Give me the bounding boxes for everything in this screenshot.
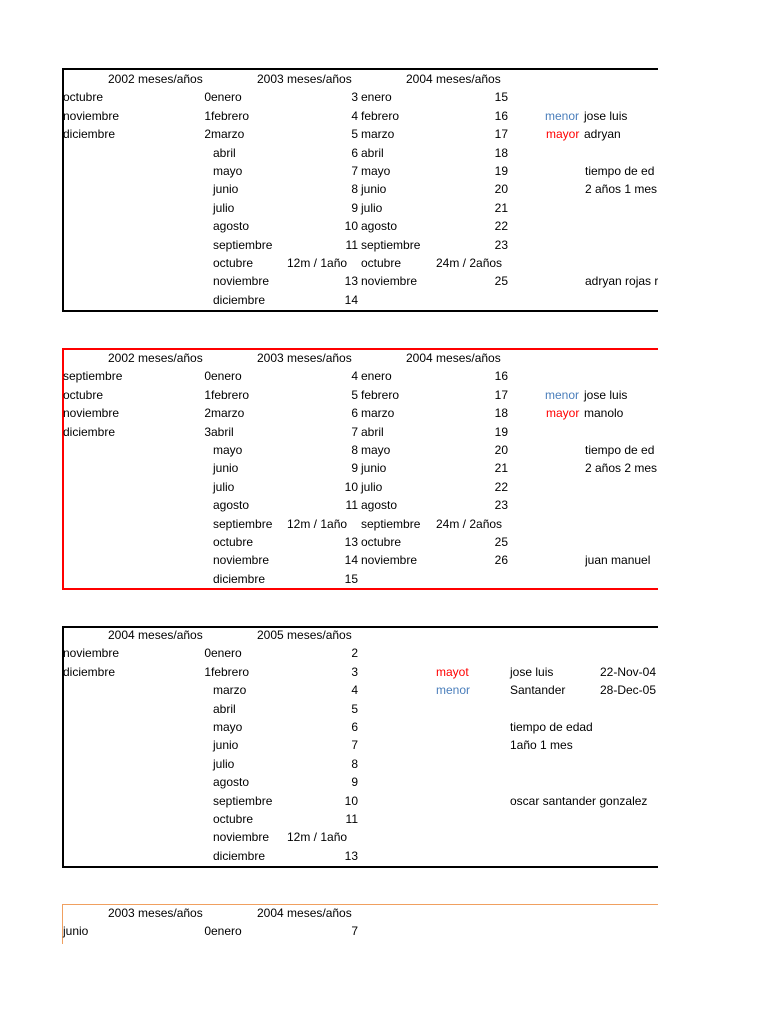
- tiempo-label: tiempo de edad: [510, 720, 593, 734]
- month-cell: diciembre: [213, 848, 266, 863]
- month-count: 15: [494, 90, 508, 105]
- column-header: 2003 meses/años: [108, 906, 203, 920]
- month-count: 4: [351, 369, 358, 384]
- month-cell: enero: [211, 646, 242, 661]
- column-header: 2003 meses/años: [257, 351, 352, 365]
- month-cell: noviembre: [63, 108, 120, 123]
- month-count: 21: [494, 461, 508, 476]
- month-cell: noviembre: [361, 553, 418, 568]
- mayor-name: manolo: [584, 406, 624, 421]
- month-count: 17: [494, 387, 508, 402]
- month-count: 5: [351, 387, 358, 402]
- month-cell: julio: [213, 200, 235, 215]
- month-cell: agosto: [213, 219, 250, 234]
- month-cell: diciembre: [63, 127, 116, 142]
- menor-name: jose luis: [584, 387, 628, 402]
- month-cell: enero: [361, 90, 392, 105]
- month-count: 9: [351, 200, 358, 215]
- month-cell: octubre: [361, 256, 402, 270]
- month-cell: diciembre: [213, 292, 266, 307]
- column-header: 2004 meses/años: [108, 628, 203, 642]
- table-block-1: [62, 68, 658, 312]
- year-note: 12m / 1año: [287, 830, 348, 845]
- month-cell: marzo: [361, 406, 395, 421]
- month-cell: septiembre: [213, 793, 273, 808]
- month-cell: noviembre: [213, 553, 270, 568]
- column-header: 2004 meses/años: [406, 351, 501, 365]
- month-cell: febrero: [211, 664, 250, 679]
- menor-label: menor: [545, 387, 580, 402]
- month-count: 6: [351, 720, 358, 734]
- month-count: 8: [351, 443, 358, 457]
- tiempo-label: tiempo de ed: [585, 164, 655, 178]
- mayot-date: 22-Nov-04: [599, 664, 656, 679]
- month-cell: agosto: [213, 775, 250, 790]
- month-cell: abril: [211, 424, 234, 439]
- month-count: 2: [351, 646, 358, 661]
- month-cell: junio: [361, 461, 387, 476]
- month-cell: enero: [211, 90, 242, 105]
- month-cell: mayo: [213, 443, 243, 457]
- month-cell: abril: [213, 145, 236, 160]
- month-cell: octubre: [213, 812, 254, 826]
- month-cell: noviembre: [213, 830, 270, 845]
- month-count: 6: [351, 145, 358, 160]
- full-name: oscar santander gonzalez: [510, 793, 648, 808]
- month-count: 8: [351, 182, 358, 197]
- month-count: 23: [494, 498, 508, 513]
- month-count: 14: [344, 292, 358, 307]
- month-cell: octubre: [63, 90, 104, 105]
- month-cell: julio: [213, 756, 235, 771]
- month-cell: octubre: [213, 535, 254, 549]
- month-cell: noviembre: [63, 646, 120, 661]
- table-block-2: [62, 348, 658, 590]
- month-cell: julio: [361, 479, 383, 494]
- month-count: 22: [494, 479, 508, 494]
- year-note: 24m / 2años: [436, 516, 503, 531]
- month-count: 2: [204, 406, 211, 421]
- month-count: 18: [494, 406, 508, 421]
- month-count: 20: [494, 182, 508, 197]
- mayor-label: mayor: [546, 127, 580, 142]
- month-cell: febrero: [211, 108, 250, 123]
- month-cell: mayo: [361, 443, 391, 457]
- month-count: 10: [344, 219, 358, 234]
- month-count: 21: [494, 200, 508, 215]
- month-cell: mayo: [213, 164, 243, 178]
- month-cell: agosto: [361, 498, 398, 513]
- month-cell: enero: [361, 369, 392, 384]
- menor-date: 28-Dec-05: [599, 683, 656, 698]
- month-cell: octubre: [213, 256, 254, 270]
- month-cell: diciembre: [63, 664, 116, 679]
- month-cell: agosto: [361, 219, 398, 234]
- month-cell: febrero: [361, 387, 400, 402]
- month-cell: junio: [213, 738, 239, 753]
- month-count: 14: [344, 553, 358, 568]
- block-3-left-border: [62, 626, 64, 868]
- month-count: 6: [351, 406, 358, 421]
- tiempo-value: 2 años 1 mes: [585, 182, 658, 197]
- full-name: adryan rojas r: [585, 274, 658, 289]
- tiempo-value: 1año 1 mes: [510, 738, 573, 753]
- month-count: 13: [344, 274, 358, 289]
- month-count: 25: [494, 535, 508, 549]
- month-cell: octubre: [63, 387, 104, 402]
- month-count: 8: [351, 756, 358, 771]
- month-count: 2: [204, 127, 211, 142]
- month-count: 0: [204, 924, 211, 939]
- month-count: 5: [351, 127, 358, 142]
- month-cell: abril: [213, 701, 236, 716]
- month-count: 7: [351, 164, 358, 178]
- month-count: 0: [204, 369, 211, 384]
- month-cell: septiembre: [361, 516, 421, 531]
- month-count: 4: [351, 108, 358, 123]
- column-header: 2002 meses/años: [108, 72, 203, 86]
- month-count: 7: [351, 738, 358, 753]
- month-count: 25: [494, 274, 508, 289]
- month-cell: marzo: [213, 683, 247, 698]
- month-count: 1: [204, 664, 211, 679]
- month-cell: agosto: [213, 498, 250, 513]
- month-count: 22: [494, 219, 508, 234]
- month-cell: abril: [361, 424, 384, 439]
- month-count: 20: [494, 443, 508, 457]
- month-cell: diciembre: [63, 424, 116, 439]
- month-cell: noviembre: [361, 274, 418, 289]
- month-count: 1: [204, 108, 211, 123]
- block-2-top-border: [62, 348, 658, 350]
- menor-label: menor: [545, 108, 580, 123]
- month-cell: septiembre: [361, 237, 421, 252]
- month-cell: enero: [211, 369, 242, 384]
- month-cell: febrero: [361, 108, 400, 123]
- month-cell: marzo: [211, 406, 245, 421]
- month-count: 16: [494, 108, 508, 123]
- month-cell: septiembre: [213, 516, 273, 531]
- year-note: 12m / 1año: [287, 516, 348, 531]
- month-count: 16: [494, 369, 508, 384]
- month-count: 7: [351, 924, 358, 939]
- column-header: 2003 meses/años: [257, 72, 352, 86]
- column-header: 2005 meses/años: [257, 628, 352, 642]
- month-cell: marzo: [361, 127, 395, 142]
- month-cell: septiembre: [63, 369, 123, 384]
- month-count: 11: [345, 237, 358, 252]
- month-cell: julio: [213, 479, 235, 494]
- month-count: 5: [351, 701, 358, 716]
- month-count: 13: [344, 848, 358, 863]
- column-header: 2004 meses/años: [406, 72, 501, 86]
- month-count: 7: [351, 424, 358, 439]
- month-cell: septiembre: [213, 237, 273, 252]
- month-cell: noviembre: [63, 406, 120, 421]
- month-cell: noviembre: [213, 274, 270, 289]
- year-note: 12m / 1año: [287, 256, 348, 270]
- month-count: 10: [344, 479, 358, 494]
- month-count: 15: [344, 571, 358, 586]
- month-count: 18: [494, 145, 508, 160]
- month-cell: abril: [361, 145, 384, 160]
- block-2-left-border: [62, 348, 64, 590]
- month-count: 9: [351, 775, 358, 790]
- tiempo-value: 2 años 2 mes: [585, 461, 658, 476]
- month-cell: octubre: [361, 535, 402, 549]
- month-count: 19: [494, 164, 508, 178]
- month-cell: julio: [361, 200, 383, 215]
- month-count: 9: [351, 461, 358, 476]
- tiempo-label: tiempo de ed: [585, 443, 655, 457]
- month-count: 0: [204, 646, 211, 661]
- month-cell: junio: [213, 461, 239, 476]
- menor-name: jose luis: [584, 108, 628, 123]
- month-cell: junio: [63, 924, 89, 939]
- block-3-bottom-border: [62, 866, 658, 868]
- block-1-top-border: [62, 68, 658, 70]
- month-count: 11: [345, 498, 358, 513]
- month-cell: mayo: [213, 720, 243, 734]
- month-count: 3: [204, 424, 211, 439]
- month-cell: junio: [361, 182, 387, 197]
- month-cell: junio: [213, 182, 239, 197]
- full-name: juan manuel: [585, 553, 651, 568]
- month-count: 17: [494, 127, 508, 142]
- month-cell: febrero: [211, 387, 250, 402]
- month-cell: mayo: [361, 164, 391, 178]
- block-1-bottom-border: [62, 310, 658, 312]
- month-count: 3: [351, 90, 358, 105]
- month-cell: enero: [211, 924, 242, 939]
- block-1-left-border: [62, 68, 64, 312]
- menor-name: Santander: [510, 683, 566, 698]
- month-count: 23: [494, 237, 508, 252]
- block-4-top-border: [62, 904, 658, 905]
- mayor-label: mayor: [546, 406, 580, 421]
- year-note: 24m / 2años: [436, 256, 503, 270]
- month-count: 13: [344, 535, 358, 549]
- month-count: 26: [494, 553, 508, 568]
- month-count: 11: [345, 812, 358, 826]
- month-count: 19: [494, 424, 508, 439]
- column-header: 2002 meses/años: [108, 351, 203, 365]
- mayot-name: jose luis: [510, 664, 554, 679]
- mayot-label: mayot: [436, 664, 469, 679]
- month-cell: marzo: [211, 127, 245, 142]
- block-2-bottom-border: [62, 588, 658, 590]
- month-count: 0: [204, 90, 211, 105]
- month-count: 3: [351, 664, 358, 679]
- month-cell: diciembre: [213, 571, 266, 586]
- month-count: 1: [204, 387, 211, 402]
- month-count: 4: [351, 683, 358, 698]
- month-count: 10: [344, 793, 358, 808]
- menor-label: menor: [436, 683, 471, 698]
- column-header: 2004 meses/años: [257, 906, 352, 920]
- mayor-name: adryan: [584, 127, 621, 142]
